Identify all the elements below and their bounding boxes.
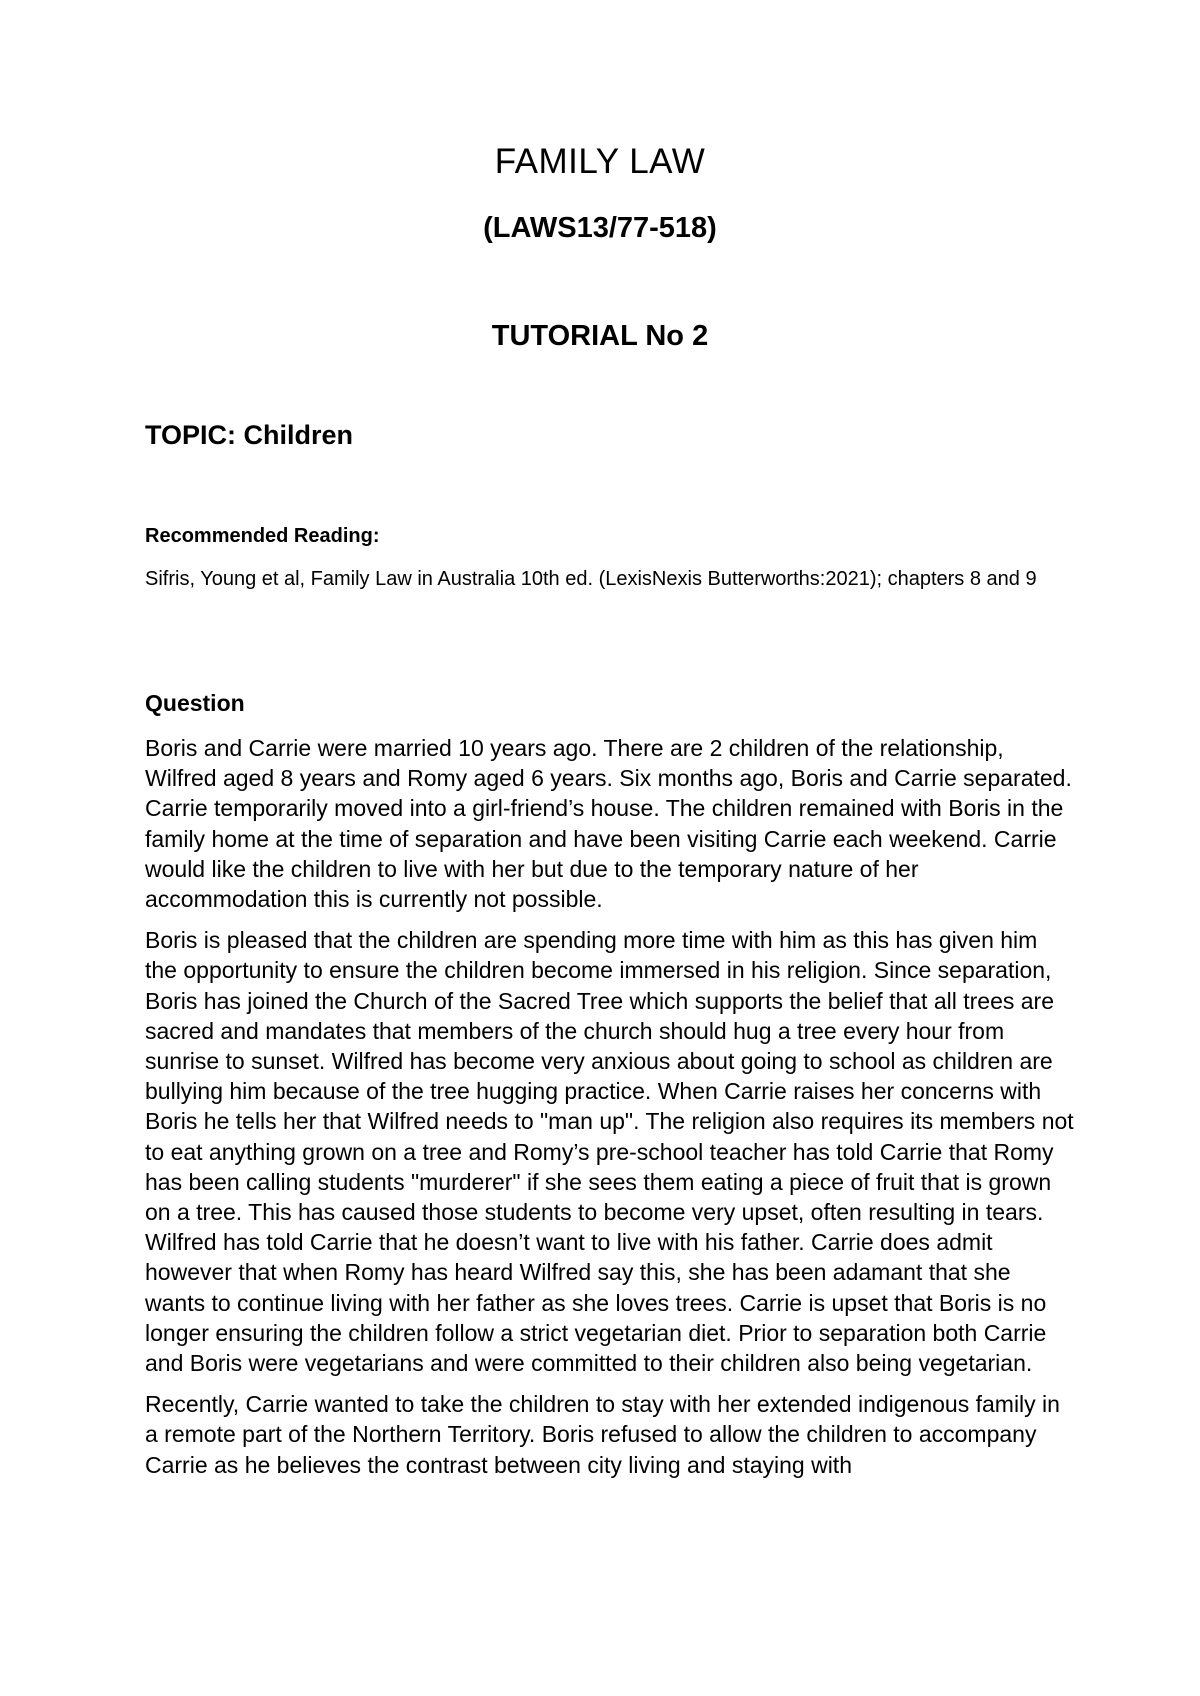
question-paragraph-3: Recently, Carrie wanted to take the children to stay with her extended indigenous family in a remote part of the Northern Territory. Boris refused to allow the children to accompany Carrie as he believes the contrast between city living and staying with <box>145 1391 1060 1478</box>
question-paragraph-2: Boris is pleased that the children are spending more time with him as this has given him the opportunity to ensure the children become immersed in his religion. Since separation, Boris has joined the Church of the Sacred Tree which supports the belief that all trees are sacred and mandates that members of the church should hug a tree every hour from sunrise to sunset. Wilfred has become very anxious about going to school as children are bullying him because of the tree hugging practice. When Carrie raises her concerns with Boris he tells her that Wilfred needs to "man up". The religion also requires its members not to eat anything grown on a tree and Romy’s pre-school teacher has told Carrie that Romy has been calling students "murderer" if she sees them eating a piece of fruit that is grown on a tree. This has caused those students to become very upset, often resulting in tears. Wilfred has told Carrie that he doesn’t want to live with his father. Carrie does admit however that when Romy has heard Wilfred say this, she has been adamant that she wants to continue living with her father as she loves trees. Carrie is upset that Boris is no longer ensuring the children follow a strict vegetarian diet. Prior to separation both Carrie and Boris were vegetarians and were committed to their children also being vegetarian. <box>145 927 1074 1377</box>
course-code: (LAWS13/77-518) <box>483 212 717 244</box>
recommended-reading-heading: Recommended Reading: <box>145 525 380 547</box>
question-heading: Question <box>145 690 245 716</box>
recommended-reading-text: Sifris, Young et al, Family Law in Australia 10th ed. (LexisNexis Butterworths:2021); chapters 8 and 9 <box>145 568 1037 590</box>
document-title: FAMILY LAW <box>494 142 706 181</box>
topic-heading: TOPIC: Children <box>145 420 354 450</box>
tutorial-number: TUTORIAL No 2 <box>491 320 709 352</box>
question-body <box>145 733 1075 1491</box>
question-paragraph-1: Boris and Carrie were married 10 years ago. There are 2 children of the relationship, Wilfred aged 8 years and Romy aged 6 years. Six months ago, Boris and Carrie separated. Carrie temporarily moved into a girl-friend’s house. The children remained with Boris in the family home at the time of separation and have been visiting Carrie each weekend. Carrie would like the children to live with her but due to the temporary nature of her accommodation this is currently not possible. <box>145 735 1072 913</box>
